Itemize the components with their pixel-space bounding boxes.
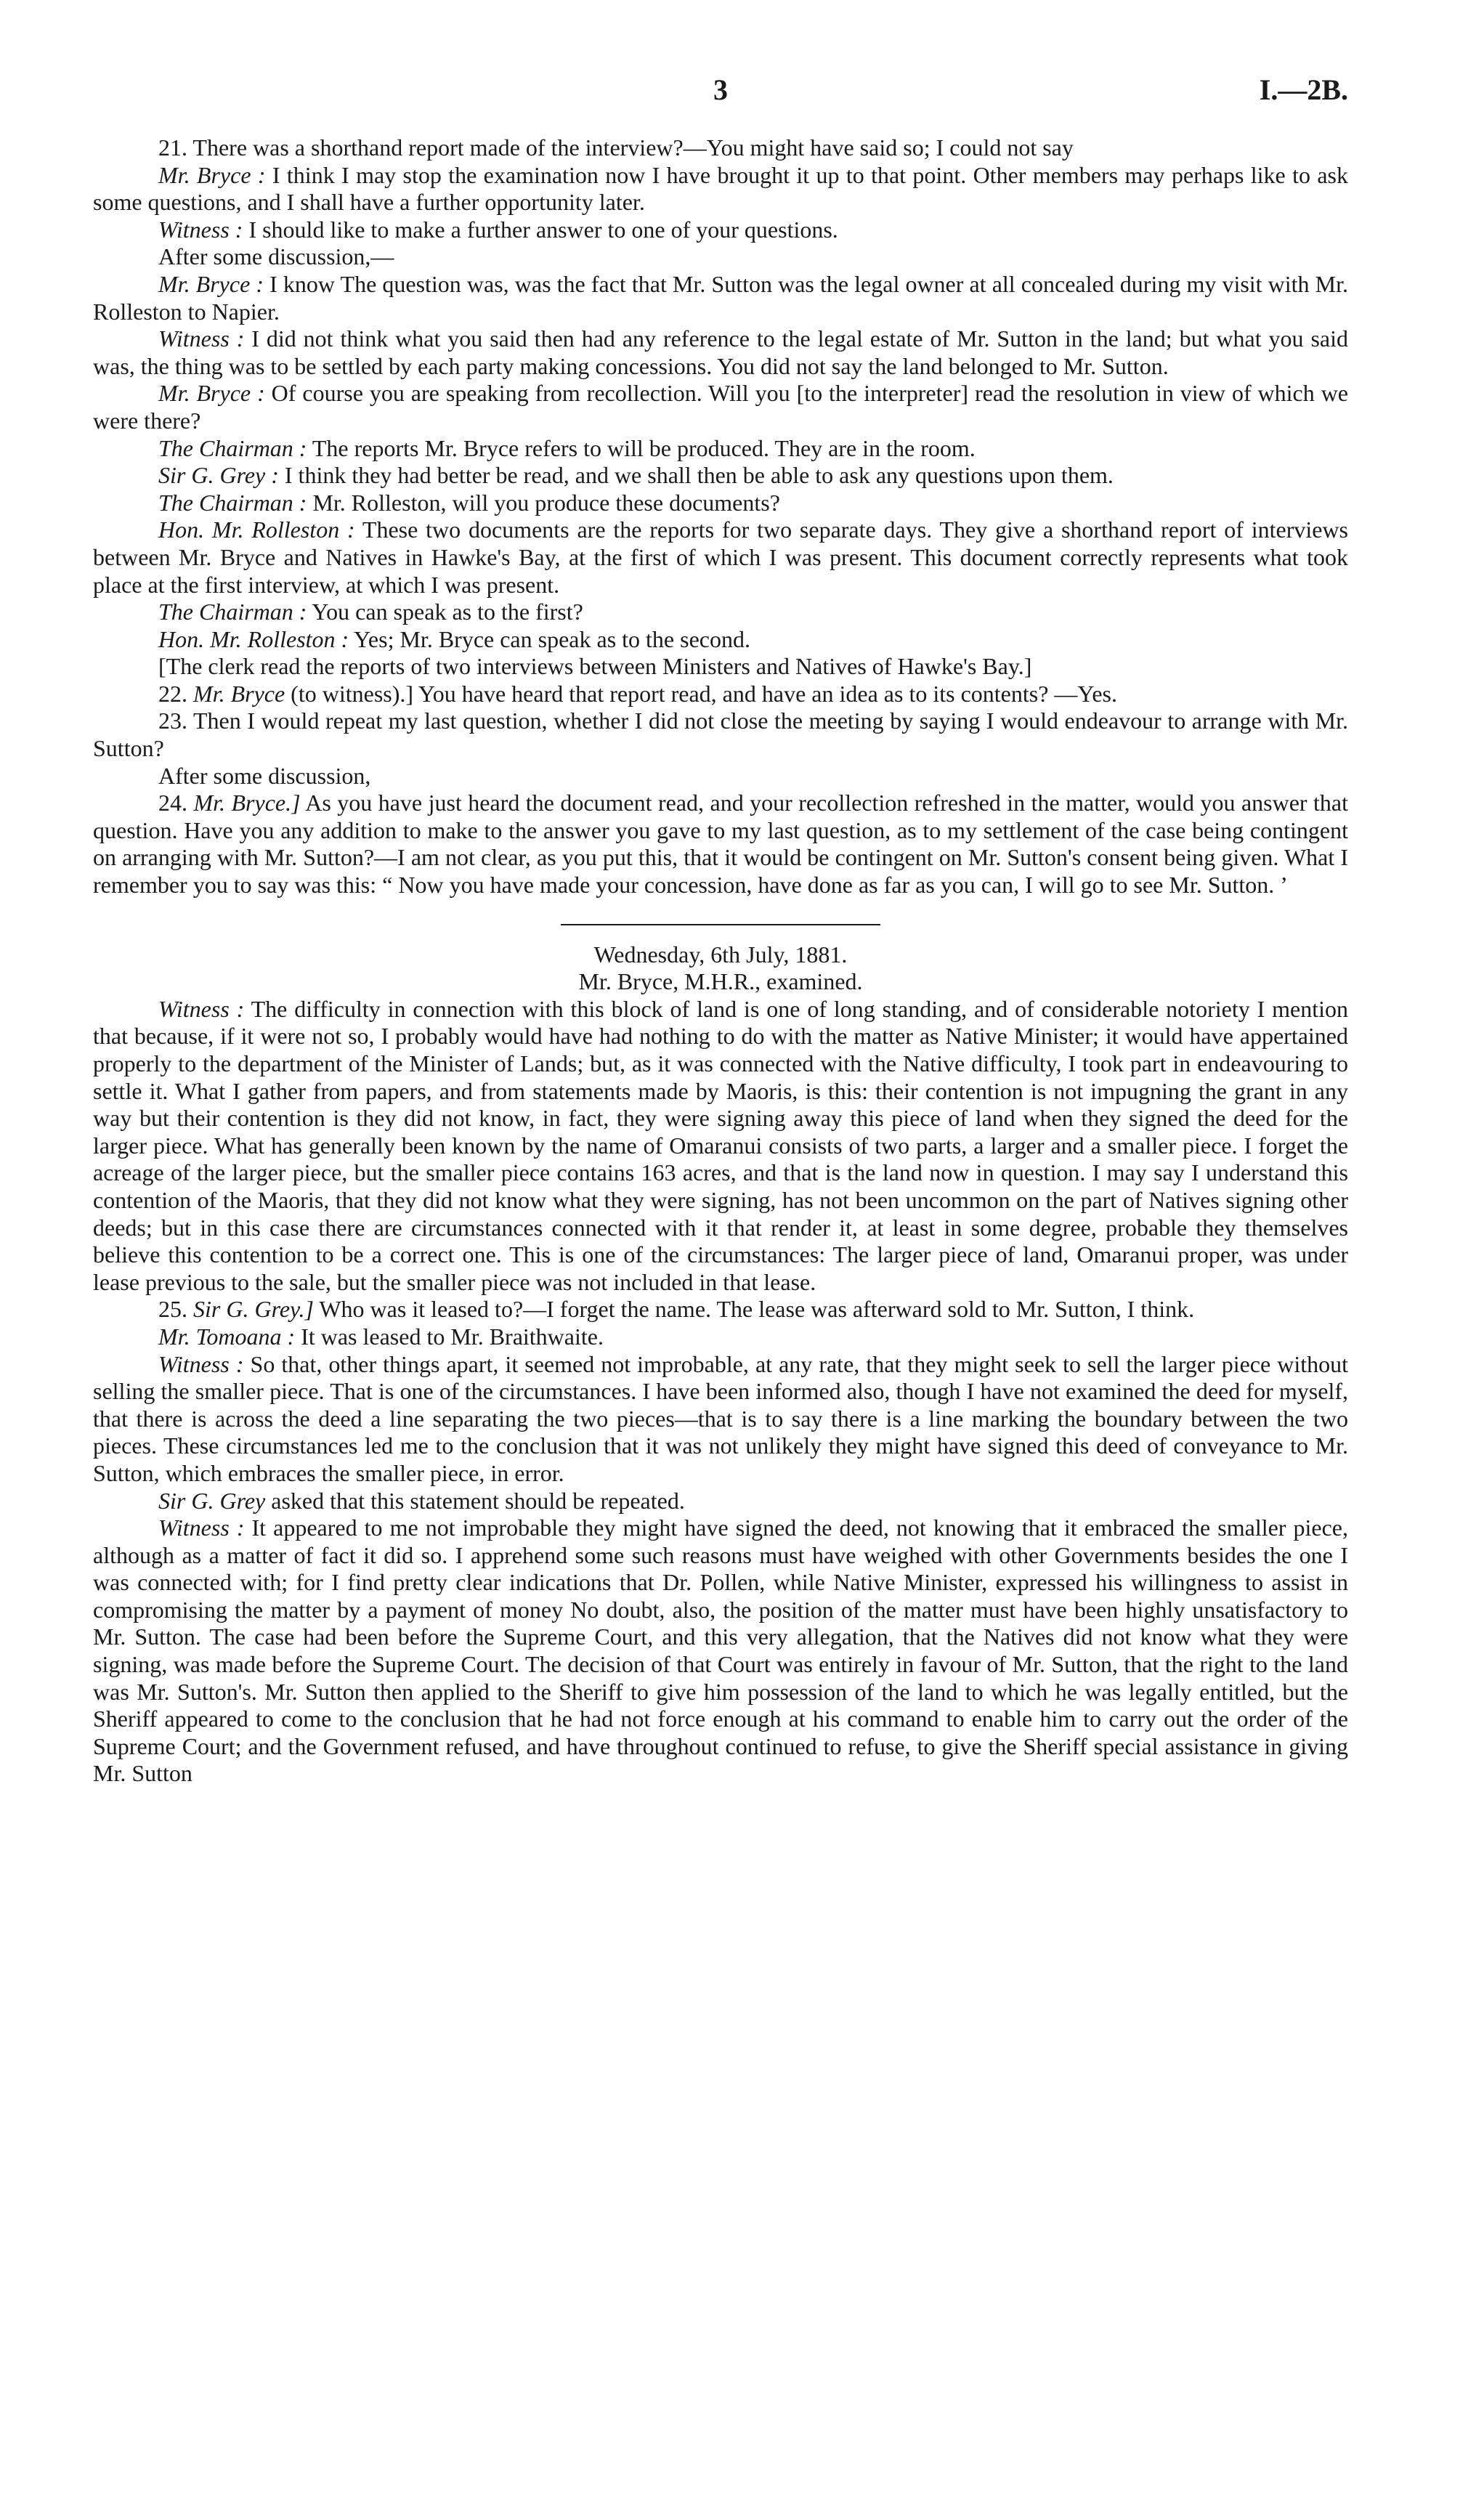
testimony-paragraph	[93, 1323, 1348, 1351]
speaker-label: Witness :	[158, 1350, 244, 1377]
question-number: 25.	[158, 1296, 193, 1323]
speaker-label: Sir G. Grey	[158, 1487, 266, 1514]
testimony-text: It appeared to me not improbable they might have signed the deed, not knowing that it embraced the smaller piece, although as a matter of fact it did so. I apprehend some such reasons must have weighed with other Governments besides the one I was connected with; for I find pretty clear indications that Dr. Pollen, while Native Minister, expressed his willingness to assist in compromising the matter by a payment of money No doubt, also, the position of the matter must have been highly unsatisfactory to Mr. Sutton. The case had been before the Supreme Court, and this very allegation, that the Natives did not know what they were signing, was made before the Supreme Court. The decision of that Court was entirely in favour of Mr. Sutton, that the right to the land was Mr. Sutton's. Mr. Sutton then applied to the Sheriff to give him possession of the land to which he was legally entitled, but the Sheriff appeared to come to the conclusion that he had not force enough at his command to enable him to carry out the order of the Supreme Court; and the Government refused, and have throughout continued to refuse, to give the Sheriff special assistance in giving Mr. Sutton	[93, 1515, 1349, 1787]
testimony-paragraph	[93, 216, 1348, 244]
speaker-label: Hon. Mr. Rolleston :	[158, 516, 355, 543]
testimony-text: So that, other things apart, it seemed not improbable, at any rate, that they might seek to sell the larger piece without selling the smaller piece. That is one of the circumstances. I have been informed also, though I have not examined the deed for myself, that there is across the deed a line separating the two pieces—that is to say there is a line marking the boundary between the two pieces. These circumstances led me to the conclusion that it was not unlikely they might have signed this deed of conveyance to Mr. Sutton, which embraces the smaller piece, in error.	[93, 1350, 1349, 1486]
page-number: 3	[713, 73, 728, 106]
testimony-text: It was leased to Mr. Braithwaite.	[295, 1323, 604, 1350]
page-header	[93, 69, 1348, 113]
testimony-paragraph	[93, 134, 1348, 162]
testimony-text: Mr. Rolleston, will you produce these documents?	[307, 489, 780, 516]
speaker-label: Witness :	[158, 325, 245, 352]
testimony-paragraph	[93, 1351, 1348, 1488]
speaker-label: The Chairman :	[158, 599, 307, 625]
speaker-label: Mr. Bryce :	[158, 380, 265, 407]
speaker-label: Witness :	[158, 1515, 245, 1541]
speaker-label: Mr. Tomoana :	[158, 1323, 296, 1350]
speaker-label: Mr. Bryce	[193, 680, 285, 707]
testimony-text: I should like to make a further answer to one of your questions.	[243, 216, 838, 243]
testimony-paragraph	[93, 435, 1348, 463]
speaker-label: Sir G. Grey :	[158, 462, 279, 489]
question-number: 22.	[158, 680, 193, 707]
testimony-section-1	[93, 134, 1348, 899]
date-heading: Wednesday, 6th July, 1881.	[593, 941, 848, 968]
testimony-text: You can speak as to the first?	[307, 599, 583, 625]
testimony-text: [The clerk read the reports of two interviews between Ministers and Natives of Hawke's Bay.]	[158, 653, 1032, 680]
question-number: 23.	[158, 707, 193, 734]
testimony-text: (to witness).] You have heard that report read, and have an idea as to its contents? —Yes.	[285, 680, 1117, 707]
testimony-paragraph	[93, 763, 1348, 790]
testimony-paragraph	[93, 653, 1348, 681]
testimony-text: I know The question was, was the fact that Mr. Sutton was the legal owner at all concealed during my visit with Mr. Rolleston to Napier.	[93, 270, 1349, 325]
testimony-paragraph	[93, 325, 1348, 380]
testimony-text: Who was it leased to?—I forget the name. The lease was afterward sold to Mr. Sutton, I think.	[313, 1296, 1195, 1323]
section-divider	[561, 924, 880, 925]
testimony-text: Yes; Mr. Bryce can speak as to the second.	[349, 625, 750, 652]
testimony-paragraph	[93, 462, 1348, 490]
testimony-paragraph	[93, 790, 1348, 899]
testimony-text: I think they had better be read, and we shall then be able to ask any questions upon them.	[278, 462, 1114, 489]
testimony-paragraph	[93, 380, 1348, 434]
question-number: 24.	[158, 790, 194, 816]
testimony-paragraph	[93, 516, 1348, 599]
testimony-text: After some discussion,	[158, 762, 371, 789]
speaker-label: Mr. Bryce :	[158, 270, 264, 297]
testimony-text: Of course you are speaking from recollection. Will you [to the interpreter] read the resolution in view of which we were there?	[93, 380, 1349, 434]
speaker-label: Mr. Bryce.]	[193, 790, 301, 816]
testimony-paragraph	[93, 490, 1348, 517]
testimony-paragraph	[93, 271, 1348, 325]
testimony-paragraph	[93, 243, 1348, 271]
document-page	[93, 69, 1348, 2466]
speaker-label: Hon. Mr. Rolleston :	[158, 625, 349, 652]
testimony-text: There was a shorthand report made of the interview?—You might have said so; I could not say	[192, 134, 1074, 161]
testimony-text: Then I would repeat my last question, whether I did not close the meeting by saying I would endeavour to arrange with Mr. Sutton?	[93, 707, 1349, 762]
testimony-text: asked that this statement should be repeated.	[265, 1487, 685, 1514]
testimony-text: As you have just heard the document read, and your recollection refreshed in the matter, would you answer that question. Have you any addition to make to the answer you gave to my last question, as to my settlement of the case being contingent on arranging with Mr. Sutton?—I am not clear, as you put this, that it would be contingent on Mr. Sutton's consent being given. What I remember you to say was this: “ Now you have made your concession, have done as far as you can, I will go to see Mr. Sutton. ’	[93, 790, 1349, 899]
question-number: 21.	[158, 134, 193, 161]
testimony-paragraph	[93, 996, 1348, 1297]
testimony-paragraph	[93, 1296, 1348, 1323]
testimony-text: I think I may stop the examination now I have brought it up to that point. Other members may perhaps like to ask some questions, and I shall have a further opportunity later.	[93, 161, 1349, 216]
testimony-paragraph	[93, 626, 1348, 654]
testimony-paragraph	[93, 599, 1348, 626]
examined-heading: Mr. Bryce, M.H.R., examined.	[578, 968, 863, 995]
speaker-label: Sir G. Grey.]	[193, 1296, 314, 1323]
testimony-text: The difficulty in connection with this block of land is one of long standing, and of considerable notoriety I mention that because, if it were not so, I probably would have had nothing to do with the matter as Native Minister; it would have appertained properly to the department of the Minister of Lands; but, as it was connected with the Native difficulty, I took part in endeavouring to settle it. What I gather from papers, and from statements made by Maoris, is this: their contention is not impugning the grant in any way but their contention is they did not know, in fact, they were signing away this piece of land when they signed the deed for the larger piece. What has generally been known by the name of Omaranui consists of two parts, a larger and a smaller piece. I forget the acreage of the larger piece, but the smaller piece contains 163 acres, and that is the land now in question. I may say I understand this contention of the Maoris, that they did not know what they were signing, has not been uncommon on the part of Natives signing other deeds; but in this case there are circumstances connected with it that render it, at least in some degree, probable they themselves believe this contention to be a correct one. This is one of the circumstances: The larger piece of land, Omaranui proper, was under lease previous to the sale, but the smaller piece was not included in that lease.	[93, 995, 1349, 1295]
testimony-text: The reports Mr. Bryce refers to will be produced. They are in the room.	[307, 434, 976, 461]
testimony-paragraph	[93, 162, 1348, 216]
speaker-label: Mr. Bryce :	[158, 161, 266, 188]
speaker-label: The Chairman :	[158, 434, 307, 461]
speaker-label: The Chairman :	[158, 489, 307, 516]
testimony-paragraph	[93, 1515, 1348, 1788]
testimony-section-2	[93, 996, 1348, 1788]
testimony-text: After some discussion,—	[158, 243, 394, 270]
testimony-paragraph	[93, 681, 1348, 708]
page-reference: I.—2B.	[1259, 73, 1348, 106]
speaker-label: Witness :	[158, 995, 245, 1022]
speaker-label: Witness :	[158, 216, 243, 243]
testimony-paragraph	[93, 1488, 1348, 1515]
testimony-paragraph	[93, 707, 1348, 762]
testimony-text: I did not think what you said then had any reference to the legal estate of Mr. Sutton in the land; but what you said was, the thing was to be settled by each party making concessions. You did not say the land belonged to Mr. Sutton.	[93, 325, 1349, 379]
testimony-text: These two documents are the reports for two separate days. They give a shorthand report of interviews between Mr. Bryce and Natives in Hawke's Bay, at the first of which I was present. This document correctly represents what took place at the first interview, at which I was present.	[93, 516, 1349, 598]
